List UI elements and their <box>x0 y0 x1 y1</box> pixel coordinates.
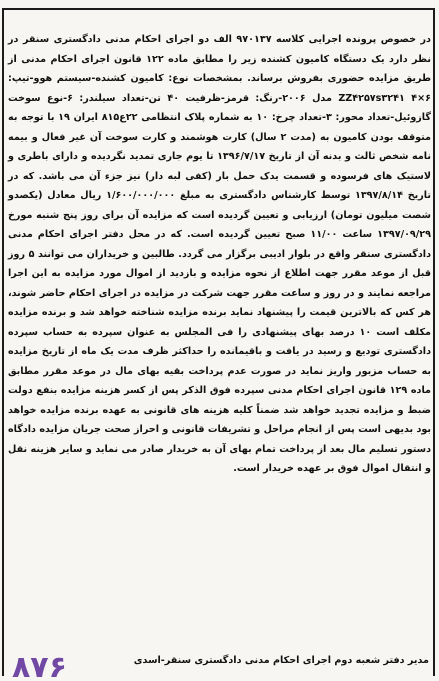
notice-body <box>8 30 431 479</box>
serial-number: ۸۷۶ <box>12 650 67 681</box>
notice-text: در خصوص پرونده اجرایی کلاسه ۹۷۰۱۳۷ الف دو اجرای احکام مدنی دادگستری سنقر در نظر دارد یک دستگاه کامیون کشنده زیر را مطابق ماده ۱۲۲ قانون اجرای احکام مدنی از طریق مزایده حضوری بفروش برساند. بمشخصات نوع: کامیون کشنده-سیستم هوو-تیپ: ۶×۴ ZZ۴۲۵۷s۳۲۴۱ مدل ۲۰۰۶-رنگ: قرمز-ظرفیت ۴۰ تن-تعداد سیلندر: ۶-نوع سوخت گازوئیل-تعداد محور: ۳-تعداد چرخ: ۱۰ به شماره پلاک انتظامی ۲۲ع۸۱۵ ایران ۱۹ با توجه به متوقف بودن کامیون به (مدت ۲ سال) کارت هوشمند و کارت سوخت آن غیر فعال و بیمه نامه شخص ثالث و بدنه آن از تاریخ ۱۳۹۶/۷/۱۷ تا یوم جاری تمدید نگردیده و دارای باطری و لاستیک های فرسوده و قسمت یدک حمل بار (کفی لبه دار) نیز جزء آن می باشد. که در تاریخ ۱۳۹۷/۸/۱۴ توسط کارشناس دادگستری به مبلغ ۱/۶۰۰/۰۰۰/۰۰۰ ریال معادل (یکصدو شصت میلیون تومان) ارزیابی و تعیین گردیده است که مزایده آن برای روز پنج شنبه مورخ ۱۳۹۷/۰۹/۲۹ ساعت ۱۱/۰۰ صبح تعیین گردیده است. که در محل دفتر اجرای احکام مدنی دادگستری سنقر واقع در بلوار ادیبی برگزار می گردد. طالبین و خریداران می توانند ۵ روز قبل از موعد مقرر جهت اطلاع از نحوه مزایده و بازدید از اموال مورد مزایده به این اجرا مراجعه نمایند و در روز و ساعت مقرر جهت شرکت در مزایده در اجرای احکام حاضر شوند، هر کس که بالاترین قیمت را پیشنهاد نماید برنده مزایده شناخته خواهد شد و برنده مزایده مکلف است ۱۰ درصد بهای پیشنهادی را فی المجلس به عنوان سپرده به حساب سپرده دادگستری تودیع و رسید در یافت و باقیمانده را حداکثر ظرف مدت یک ماه از تاریخ مزایده به حساب مزبور واریز نماید در صورت عدم پرداخت بقیه بهای مال در موعد مقرر مطابق ماده ۱۲۹ قانون اجرای احکام مدنی سپرده فوق الذکر پس از کسر هزینه مزایده بنفع دولت ضبط و مزایده تجدید خواهد شد ضمناً کلیه هزینه های قانونی به عهده برنده مزایده خواهد بود بدیهی است پس از انجام مراحل و تشریفات قانونی و احراز صحت جریان مزایده دادگاه دستور تسلیم مال بعد از پرداخت تمام بهای آن به خریدار صادر می نماید و سایر هزینه نقل و انتقال اموال فوق بر عهده خریدار است. <box>8 34 431 474</box>
notice-signature: مدیر دفتر شعبه دوم اجرای احکام مدنی دادگستری سنقر-اسدی <box>133 655 429 666</box>
